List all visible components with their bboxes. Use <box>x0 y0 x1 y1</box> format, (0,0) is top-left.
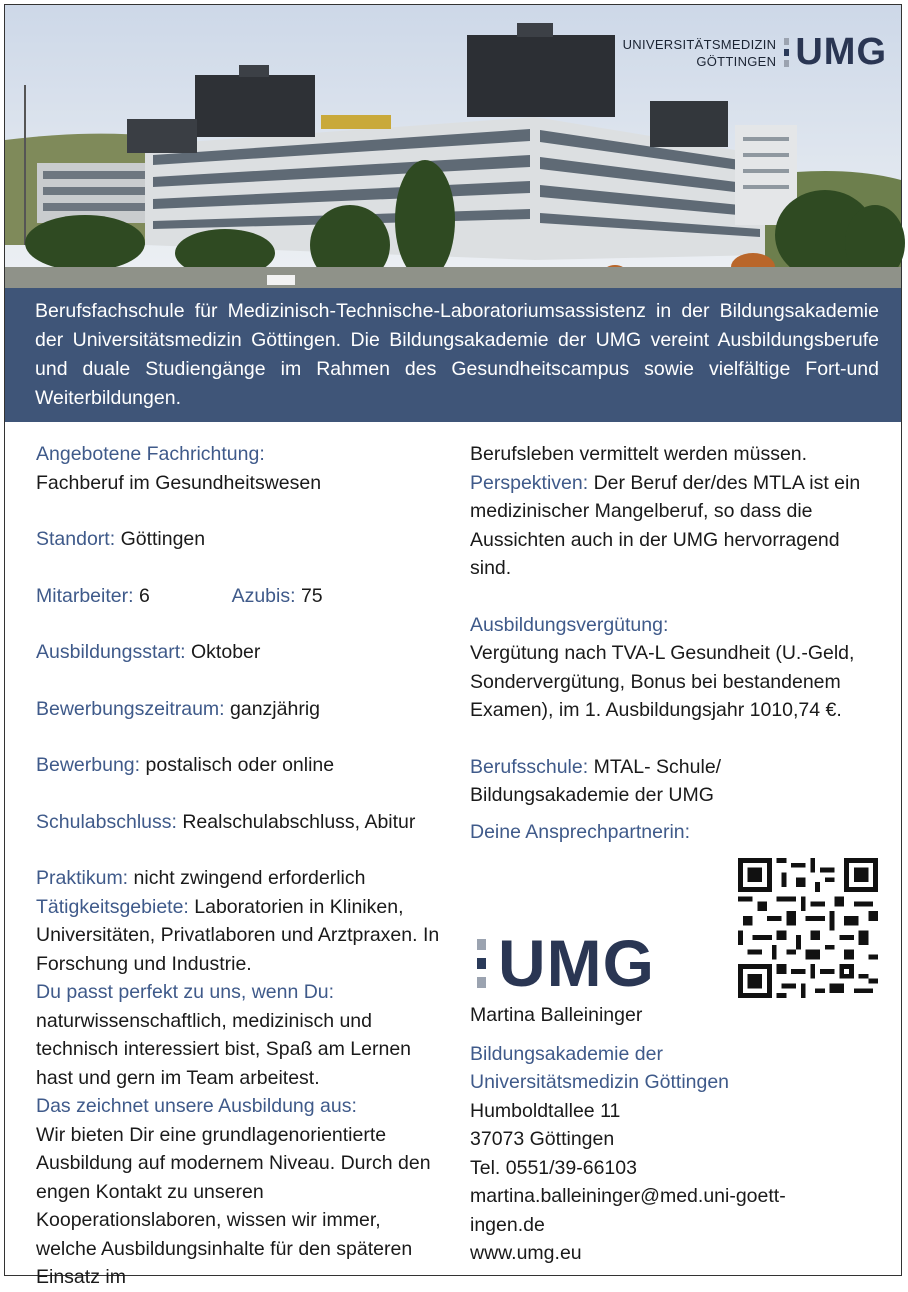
right-column <box>470 440 880 846</box>
umg-bars-icon <box>477 939 486 988</box>
verguetung-label: Ausbildungsvergütung: <box>470 613 669 636</box>
contact-city: 37073 Göttingen <box>470 1128 615 1150</box>
bewerbungszeitraum-value: ganzjährig <box>230 697 320 720</box>
building-photo <box>5 5 901 288</box>
logo-line2: GÖTTINGEN <box>696 53 777 69</box>
mitarbeiter-label: Mitarbeiter: <box>36 584 134 607</box>
azubis-label: Azubis: <box>231 584 296 607</box>
schulabschluss-value: Realschulabschluss, Abitur <box>182 810 416 833</box>
azubis-value: 75 <box>300 584 323 607</box>
berufsschule-value: MTAL- Schule/ Bildungsakademie der UMG <box>470 755 722 806</box>
contact-block <box>470 1001 880 1268</box>
perspektiven-row <box>470 469 880 583</box>
ad-frame <box>4 4 902 1288</box>
umg-logo-top <box>623 31 887 74</box>
perspektiven-label: Perspektiven: <box>470 471 589 494</box>
fachrichtung-label: Angebotene Fachrichtung: <box>36 443 265 465</box>
schulabschluss-row <box>36 808 446 837</box>
contact-web[interactable]: www.umg.eu <box>470 1242 582 1264</box>
fachrichtung-value: Fachberuf im Gesundheitswesen <box>36 471 322 494</box>
logo-wordmark: UMG <box>795 31 887 73</box>
umg-logo <box>477 926 655 1000</box>
contact-org-line1: Bildungsakademie der <box>470 1042 663 1065</box>
contact-street: Humboldtallee 11 <box>470 1099 621 1122</box>
start-label: Ausbildungsstart: <box>36 641 186 663</box>
berufsschule-label: Berufsschule: <box>470 755 589 778</box>
bewerbung-value: postalisch oder online <box>145 754 335 776</box>
taetigkeit-label: Tätigkeitsgebiete: <box>36 895 189 918</box>
start-value: Oktober <box>191 641 261 663</box>
intro-banner: Berufsfachschule für Medizinisch-Technische-Laboratoriumsassistenz in der Bildungsakademie der Universitätsmedizin Göttingen. Die Bildungsakademie der UMG vereint Ausbildungsberufe und duale Studiengänge im Rahmen des Gesundheitscampus sowie vielfältige Fort-und Weiterbildungen. <box>5 288 901 422</box>
umg-wordmark: UMG <box>498 926 655 1000</box>
continued-text: Berufsleben vermittelt werden müssen. <box>470 443 808 465</box>
logo-line1: UNIVERSITÄTSMEDIZIN <box>622 36 777 52</box>
praktikum-row <box>36 864 446 893</box>
contact-phone[interactable]: Tel. 0551/39-66103 <box>470 1156 637 1179</box>
standort-label: Standort: <box>36 528 116 550</box>
passt-value: naturwissenschaftlich, medizinisch und technisch interessiert bist, Spaß am Lernen hast und gern im Team arbeitest. <box>36 1009 412 1089</box>
contact-email-line1[interactable]: martina.balleininger@med.uni-goett- <box>470 1185 786 1207</box>
qr-code-icon[interactable] <box>738 858 878 998</box>
schulabschluss-label: Schulabschluss: <box>36 810 177 833</box>
bewerbung-row <box>36 751 446 780</box>
taetigkeit-value: Laboratorien in Kliniken, Universitäten, Privatlaboren und Arztpraxen. In Forschung und Industrie. <box>36 895 440 975</box>
praktikum-value: nicht zwingend erforderlich <box>133 867 366 889</box>
bewerbungszeitraum-label: Bewerbungszeitraum: <box>36 697 225 720</box>
contact-org-line2: Universitätsmedizin Göttingen <box>470 1071 730 1093</box>
zeichnet-label: Das zeichnet unsere Ausbildung aus: <box>36 1095 357 1117</box>
passt-label: Du passt perfekt zu uns, wenn Du: <box>36 981 335 1003</box>
taetigkeit-row <box>36 893 446 979</box>
perspektiven-value: Der Beruf der/des MTLA ist ein medizinischer Mangelberuf, so dass die Aussichten auch in der UMG hervorragend sind. <box>470 471 861 579</box>
logo-bars-icon <box>784 38 789 67</box>
berufsschule-row <box>470 753 880 810</box>
contact-email-line2[interactable]: ingen.de <box>470 1213 545 1236</box>
start-row <box>36 638 446 667</box>
bewerbung-label: Bewerbung: <box>36 754 141 776</box>
verguetung-value: Vergütung nach TVA-L Gesundheit (U.-Geld, Sondervergütung, Bonus bei bestandenem Examen), im 1. Ausbildungsjahr 1010,74 €. <box>470 642 855 721</box>
praktikum-label: Praktikum: <box>36 867 129 889</box>
standort-value: Göttingen <box>120 528 206 550</box>
mitarbeiter-row <box>36 582 446 611</box>
mitarbeiter-value: 6 <box>138 584 150 607</box>
left-column <box>36 440 446 1292</box>
zeichnet-value: Wir bieten Dir eine grundlagenorientierte Ausbildung auf modernem Niveau. Durch den engen Kontakt zu unseren Kooperationslaboren, wissen wir immer, welche Ausbildungsinhalte für den späteren Einsatz im <box>36 1123 431 1288</box>
contact-name: Martina Balleininger <box>470 1004 643 1026</box>
bewerbungszeitraum-row <box>36 695 446 724</box>
standort-row <box>36 525 446 554</box>
ansprech-label: Deine Ansprechpartnerin: <box>470 820 691 843</box>
